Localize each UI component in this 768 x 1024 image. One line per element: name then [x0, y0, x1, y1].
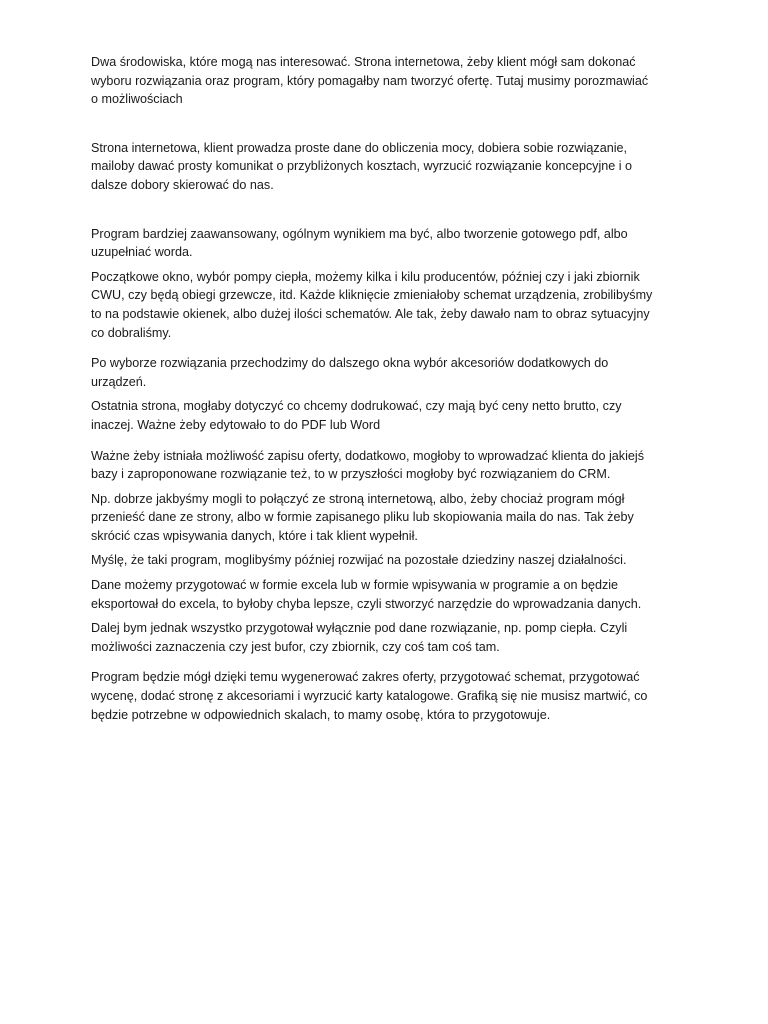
text-line: przenieść dane ze strony, albo w formie zapisanego pliku lub skopiowania maila do nas. Tak żeby	[91, 510, 634, 525]
text-line: uzupełniać worda.	[91, 245, 193, 260]
paragraph-5	[91, 354, 686, 391]
text-line: możliwości zaznaczenia czy jest bufor, czy zbiornik, czy coś tam coś tam.	[91, 639, 500, 654]
text-line: Np. dobrze jakbyśmy mogli to połączyć ze stroną internetową, albo, żeby chociaż program mógł	[91, 491, 625, 506]
paragraph-1	[91, 53, 686, 109]
paragraph-7	[91, 447, 686, 484]
text-line: Myślę, że taki program, moglibyśmy później rozwijać na pozostałe dziedziny naszej działalności.	[91, 553, 627, 568]
paragraph-8	[91, 490, 686, 546]
text-line: bazy i zaproponowane rozwiązanie też, to w przyszłości mogłoby być rozwiązaniem do CRM.	[91, 467, 611, 482]
text-line: wyboru rozwiązania oraz program, który pomagałby nam tworzyć ofertę. Tutaj musimy porozmawiać	[91, 73, 649, 88]
text-line: CWU, czy będą obiegi grzewcze, itd. Każde kliknięcie zmieniałoby schemat urządzenia, zrobilibyśmy	[91, 288, 653, 303]
paragraph-9	[91, 551, 686, 570]
text-line: Ostatnia strona, mogłaby dotyczyć co chcemy dodrukować, czy mają być ceny netto brutto, czy	[91, 399, 622, 414]
text-line: dalsze dobory skierować do nas.	[91, 177, 274, 192]
paragraph-4	[91, 268, 686, 342]
text-line: Strona internetowa, klient prowadza proste dane do obliczenia mocy, dobiera sobie rozwiązanie,	[91, 140, 628, 155]
text-line: będzie potrzebne w odpowiednich skalach, to mamy osobę, która to przygotowuje.	[91, 707, 551, 722]
text-line: Dane możemy przygotować w formie excela lub w formie wpisywania w programie a on będzie	[91, 578, 619, 593]
text-line: wycenę, dodać stronę z akcesoriami i wyrzucić karty katalogowe. Grafiką się nie musisz martwić, co	[91, 689, 648, 704]
paragraph-2	[91, 139, 686, 195]
text-line: to na podstawie okienek, albo dużej ilości schematów. Ale tak, żeby dawało nam to obraz sytuacyjny	[91, 306, 650, 321]
paragraph-6	[91, 397, 686, 434]
text-line: co dobraliśmy.	[91, 325, 172, 340]
text-line: mailoby dawać prosty komunikat o przybliżonych kosztach, wyrzucić rozwiązanie koncepcyjne i o	[91, 159, 633, 174]
text-line: o możliwościach	[91, 92, 183, 107]
paragraph-10	[91, 576, 686, 613]
text-line: Program bardziej zaawansowany, ogólnym wynikiem ma być, albo tworzenie gotowego pdf, albo	[91, 226, 628, 241]
paragraph-3	[91, 225, 686, 262]
text-line: eksportował do excela, to byłoby chyba lepsze, czyli stworzyć narzędzie do wprowadzania danych.	[91, 596, 642, 611]
text-line: skrócić czas wpisywania danych, które i tak klient wypełnił.	[91, 528, 418, 543]
text-line: Program będzie mógł dzięki temu wygenerować zakres oferty, przygotować schemat, przygotować	[91, 670, 640, 685]
text-line: Ważne żeby istniała możliwość zapisu oferty, dodatkowo, mogłoby to wprowadzać klienta do jakiejś	[91, 448, 644, 463]
text-line: Dwa środowiska, które mogą nas interesować. Strona internetowa, żeby klient mógł sam dokonać	[91, 55, 636, 69]
text-line: urządzeń.	[91, 374, 147, 389]
text-line: Początkowe okno, wybór pompy ciepła, możemy kilka i kilu producentów, później czy i jaki zbiornik	[91, 269, 640, 284]
paragraph-12	[91, 668, 686, 724]
text-line: Dalej bym jednak wszystko przygotował wyłącznie pod dane rozwiązanie, np. pomp ciepła. Czyli	[91, 621, 628, 636]
document-body	[91, 53, 686, 724]
text-line: inaczej. Ważne żeby edytowało to do PDF lub Word	[91, 417, 381, 432]
text-line: Po wyborze rozwiązania przechodzimy do dalszego okna wybór akcesoriów dodatkowych do	[91, 356, 609, 371]
paragraph-11	[91, 619, 686, 656]
